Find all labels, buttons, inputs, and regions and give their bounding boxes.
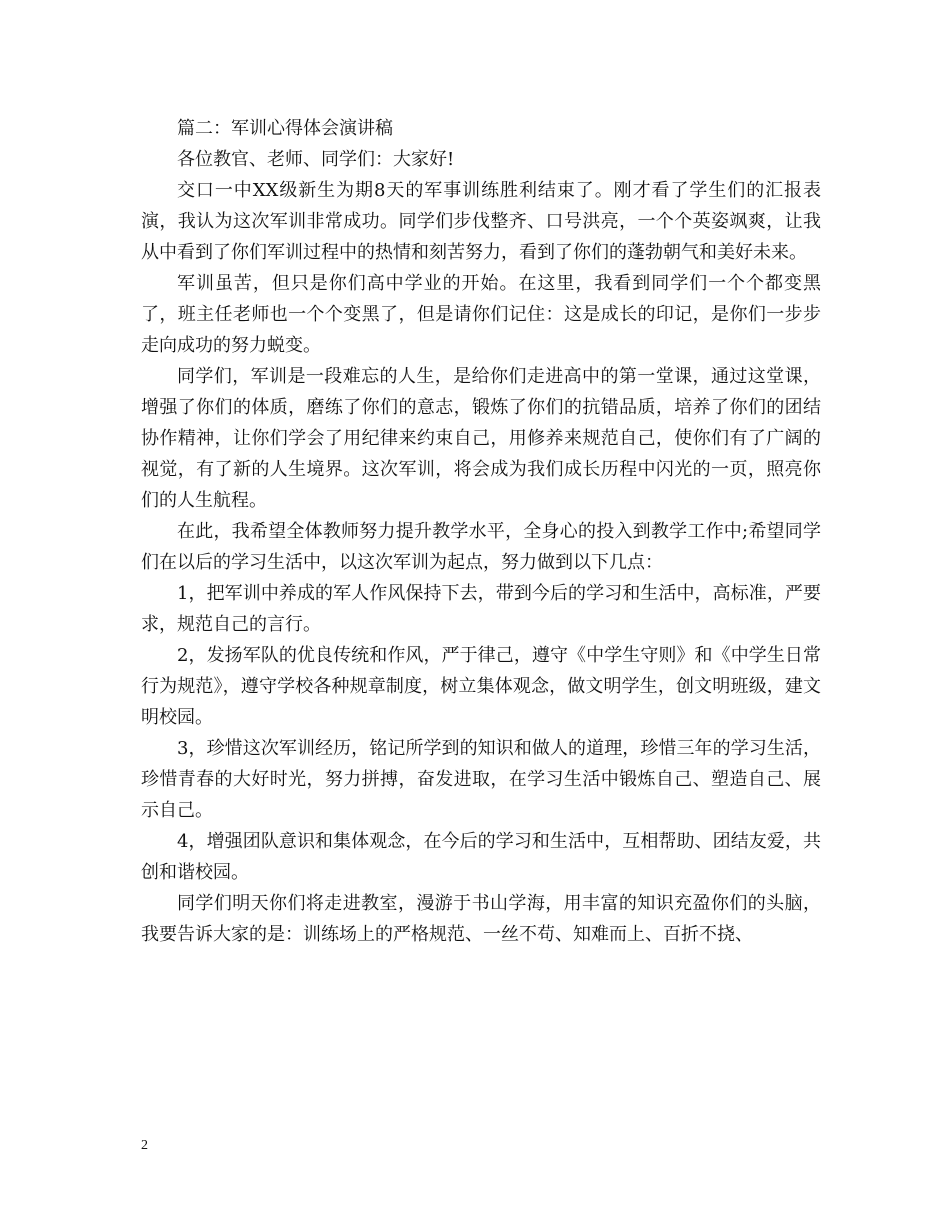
- list-item-3: 3，珍惜这次军训经历，铭记所学到的知识和做人的道理，珍惜三年的学习生活，珍惜青春的大好时光，努力拼搏，奋发进取，在学习生活中锻炼自己、塑造自己、展示自己。: [141, 738, 821, 821]
- paragraph: 在此，我希望全体教师努力提升教学水平，全身心的投入到教学工作中;希望同学们在以后的学习生活中，以这次军训为起点，努力做到以下几点：: [141, 521, 821, 573]
- paragraph: 同学们，军训是一段难忘的人生，是给你们走进高中的第一堂课，通过这堂课，增强了你们的体质，磨练了你们的意志，锻炼了你们的抗错品质，培养了你们的团结协作精神，让你们学会了用纪律来约束自己，用修养来规范自己，使你们有了广阔的视觉，有了新的人生境界。这次军训，将会成为我们成长历程中闪光的一页，照亮你们的人生航程。: [141, 366, 821, 511]
- paragraph: 同学们明天你们将走进教室，漫游于书山学海，用丰富的知识充盈你们的头脑，我要告诉大家的是：训练场上的严格规范、一丝不苟、知难而上、百折不挠、: [141, 893, 821, 945]
- paragraph-greeting: 各位教官、老师、同学们：大家好!: [177, 149, 455, 170]
- section-title: 篇二：军训心得体会演讲稿: [177, 118, 393, 139]
- document-body: [141, 113, 821, 950]
- paragraph: 军训虽苦，但只是你们高中学业的开始。在这里，我看到同学们一个个都变黑了，班主任老师也一个个变黑了，但是请你们记住：这是成长的印记，是你们一步步走向成功的努力蜕变。: [141, 273, 821, 356]
- list-item-1: 1，把军训中养成的军人作风保持下去，带到今后的学习和生活中，高标准，严要求，规范自己的言行。: [141, 583, 821, 635]
- page-number: 2: [141, 1138, 148, 1153]
- list-item-2: 2，发扬军队的优良传统和作风，严于律己，遵守《中学生守则》和《中学生日常行为规范》，遵守学校各种规章制度，树立集体观念，做文明学生，创文明班级，建文明校园。: [141, 645, 821, 728]
- list-item-4: 4，增强团队意识和集体观念，在今后的学习和生活中，互相帮助、团结友爱，共创和谐校园。: [141, 831, 821, 883]
- paragraph: 交口一中XX级新生为期8天的军事训练胜利结束了。刚才看了学生们的汇报表演，我认为这次军训非常成功。同学们步伐整齐、口号洪亮，一个个英姿飒爽，让我从中看到了你们军训过程中的热情和刻苦努力，看到了你们的蓬勃朝气和美好未来。: [141, 180, 821, 263]
